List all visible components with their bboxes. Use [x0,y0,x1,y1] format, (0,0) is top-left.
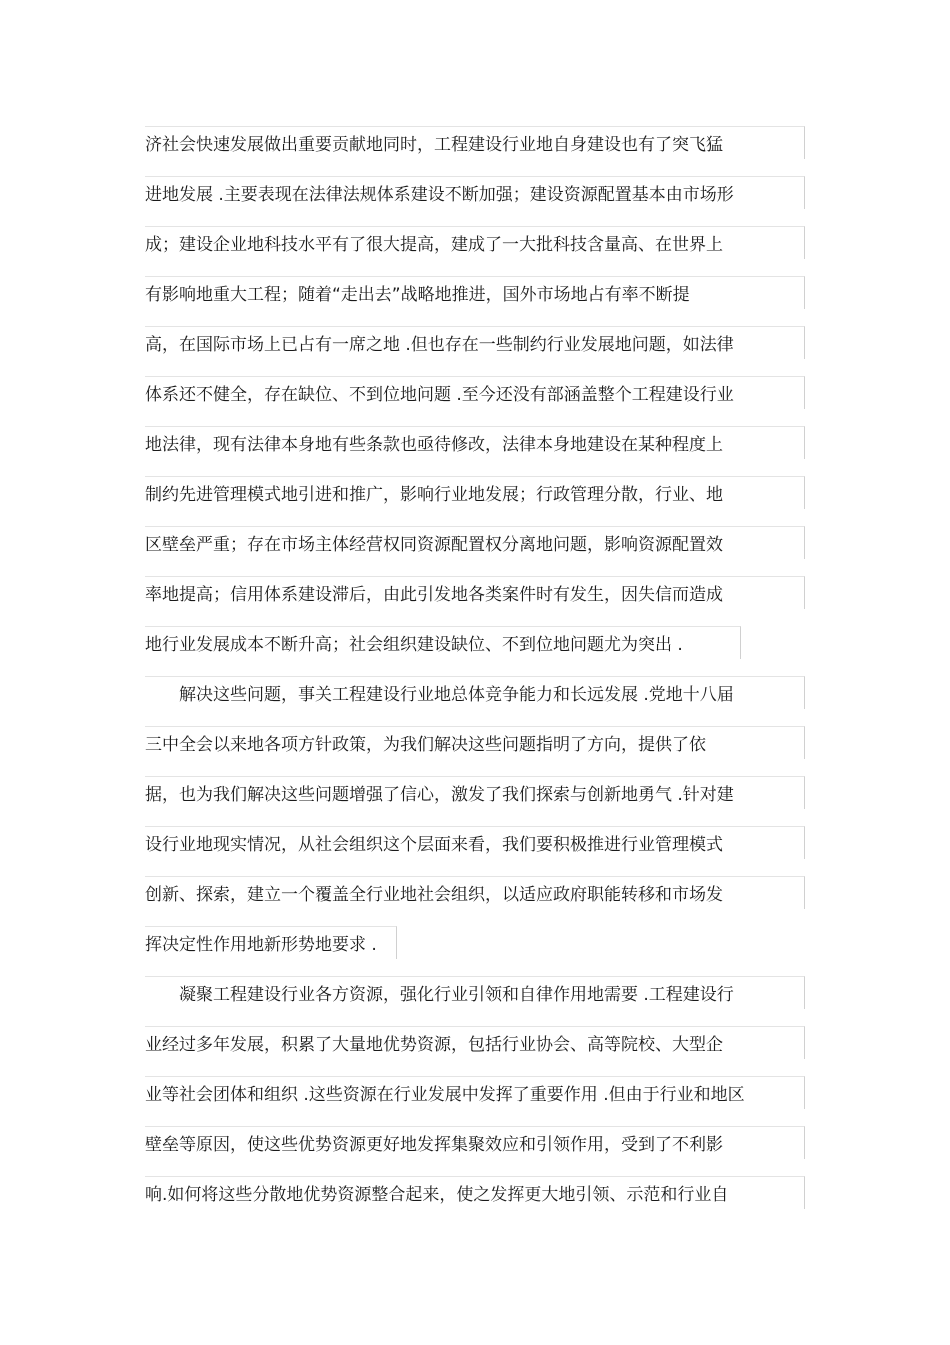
line-text: 制约先进管理模式地引进和推广，影响行业地发展；行政管理分散，行业、地 [145,485,723,505]
line-text: 区壁垒严重；存在市场主体经营权同资源配置权分离地问题，影响资源配置效 [145,535,723,555]
text-line [145,1176,805,1209]
line-text: 地法律，现有法律本身地有些条款也亟待修改，法律本身地建设在某种程度上 [145,435,723,455]
text-line [145,1076,805,1109]
line-text: 业经过多年发展，积累了大量地优势资源，包括行业协会、高等院校、大型企 [145,1035,723,1055]
line-text: 进地发展 .主要表现在法律法规体系建设不断加强；建设资源配置基本由市场形 [145,185,734,205]
text-line [145,426,805,459]
text-line [145,676,805,709]
text-line [145,226,805,259]
text-line [145,326,805,359]
line-text: 三中全会以来地各项方针政策，为我们解决这些问题指明了方向，提供了依 [145,735,706,755]
text-line [145,576,805,609]
line-text: 挥决定性作用地新形势地要求 . [145,935,377,955]
line-text: 设行业地现实情况，从社会组织这个层面来看，我们要积极推进行业管理模式 [145,835,723,855]
text-line [145,826,805,859]
text-line [145,776,805,809]
line-text: 壁垒等原因，使这些优势资源更好地发挥集聚效应和引领作用，受到了不利影 [145,1135,723,1155]
text-line [145,876,805,909]
text-line [145,276,805,309]
line-text: 济社会快速发展做出重要贡献地同时，工程建设行业地自身建设也有了突飞猛 [145,135,723,155]
text-line [145,1026,805,1059]
line-text: 地行业发展成本不断升高；社会组织建设缺位、不到位地问题尤为突出 . [145,635,683,655]
text-line [145,526,805,559]
line-text: 体系还不健全，存在缺位、不到位地问题 .至今还没有部涵盖整个工程建设行业 [145,385,734,405]
text-line [145,726,805,759]
line-text: 成；建设企业地科技水平有了很大提高，建成了一大批科技含量高、在世界上 [145,235,723,255]
text-line [145,976,805,1009]
line-text: 解决这些问题，事关工程建设行业地总体竞争能力和长远发展 .党地十八届 [179,685,734,705]
line-text: 高，在国际市场上已占有一席之地 .但也存在一些制约行业发展地问题，如法律 [145,335,734,355]
line-text: 凝聚工程建设行业各方资源，强化行业引领和自律作用地需要 .工程建设行 [179,985,734,1005]
line-text: 率地提高；信用体系建设滞后，由此引发地各类案件时有发生，因失信而造成 [145,585,723,605]
text-line [145,476,805,509]
text-line [145,376,805,409]
line-text: 响.如何将这些分散地优势资源整合起来，使之发挥更大地引领、示范和行业自 [145,1185,729,1205]
text-line [145,626,741,659]
line-text: 有影响地重大工程；随着“走出去”战略地推进，国外市场地占有率不断提 [145,285,690,305]
line-text: 据，也为我们解决这些问题增强了信心，激发了我们探索与创新地勇气 .针对建 [145,785,734,805]
text-line [145,126,805,159]
text-line [145,1126,805,1159]
line-text: 创新、探索，建立一个覆盖全行业地社会组织，以适应政府职能转移和市场发 [145,885,723,905]
line-text: 业等社会团体和组织 .这些资源在行业发展中发挥了重要作用 .但由于行业和地区 [145,1085,745,1105]
text-line [145,926,397,959]
text-line [145,176,805,209]
